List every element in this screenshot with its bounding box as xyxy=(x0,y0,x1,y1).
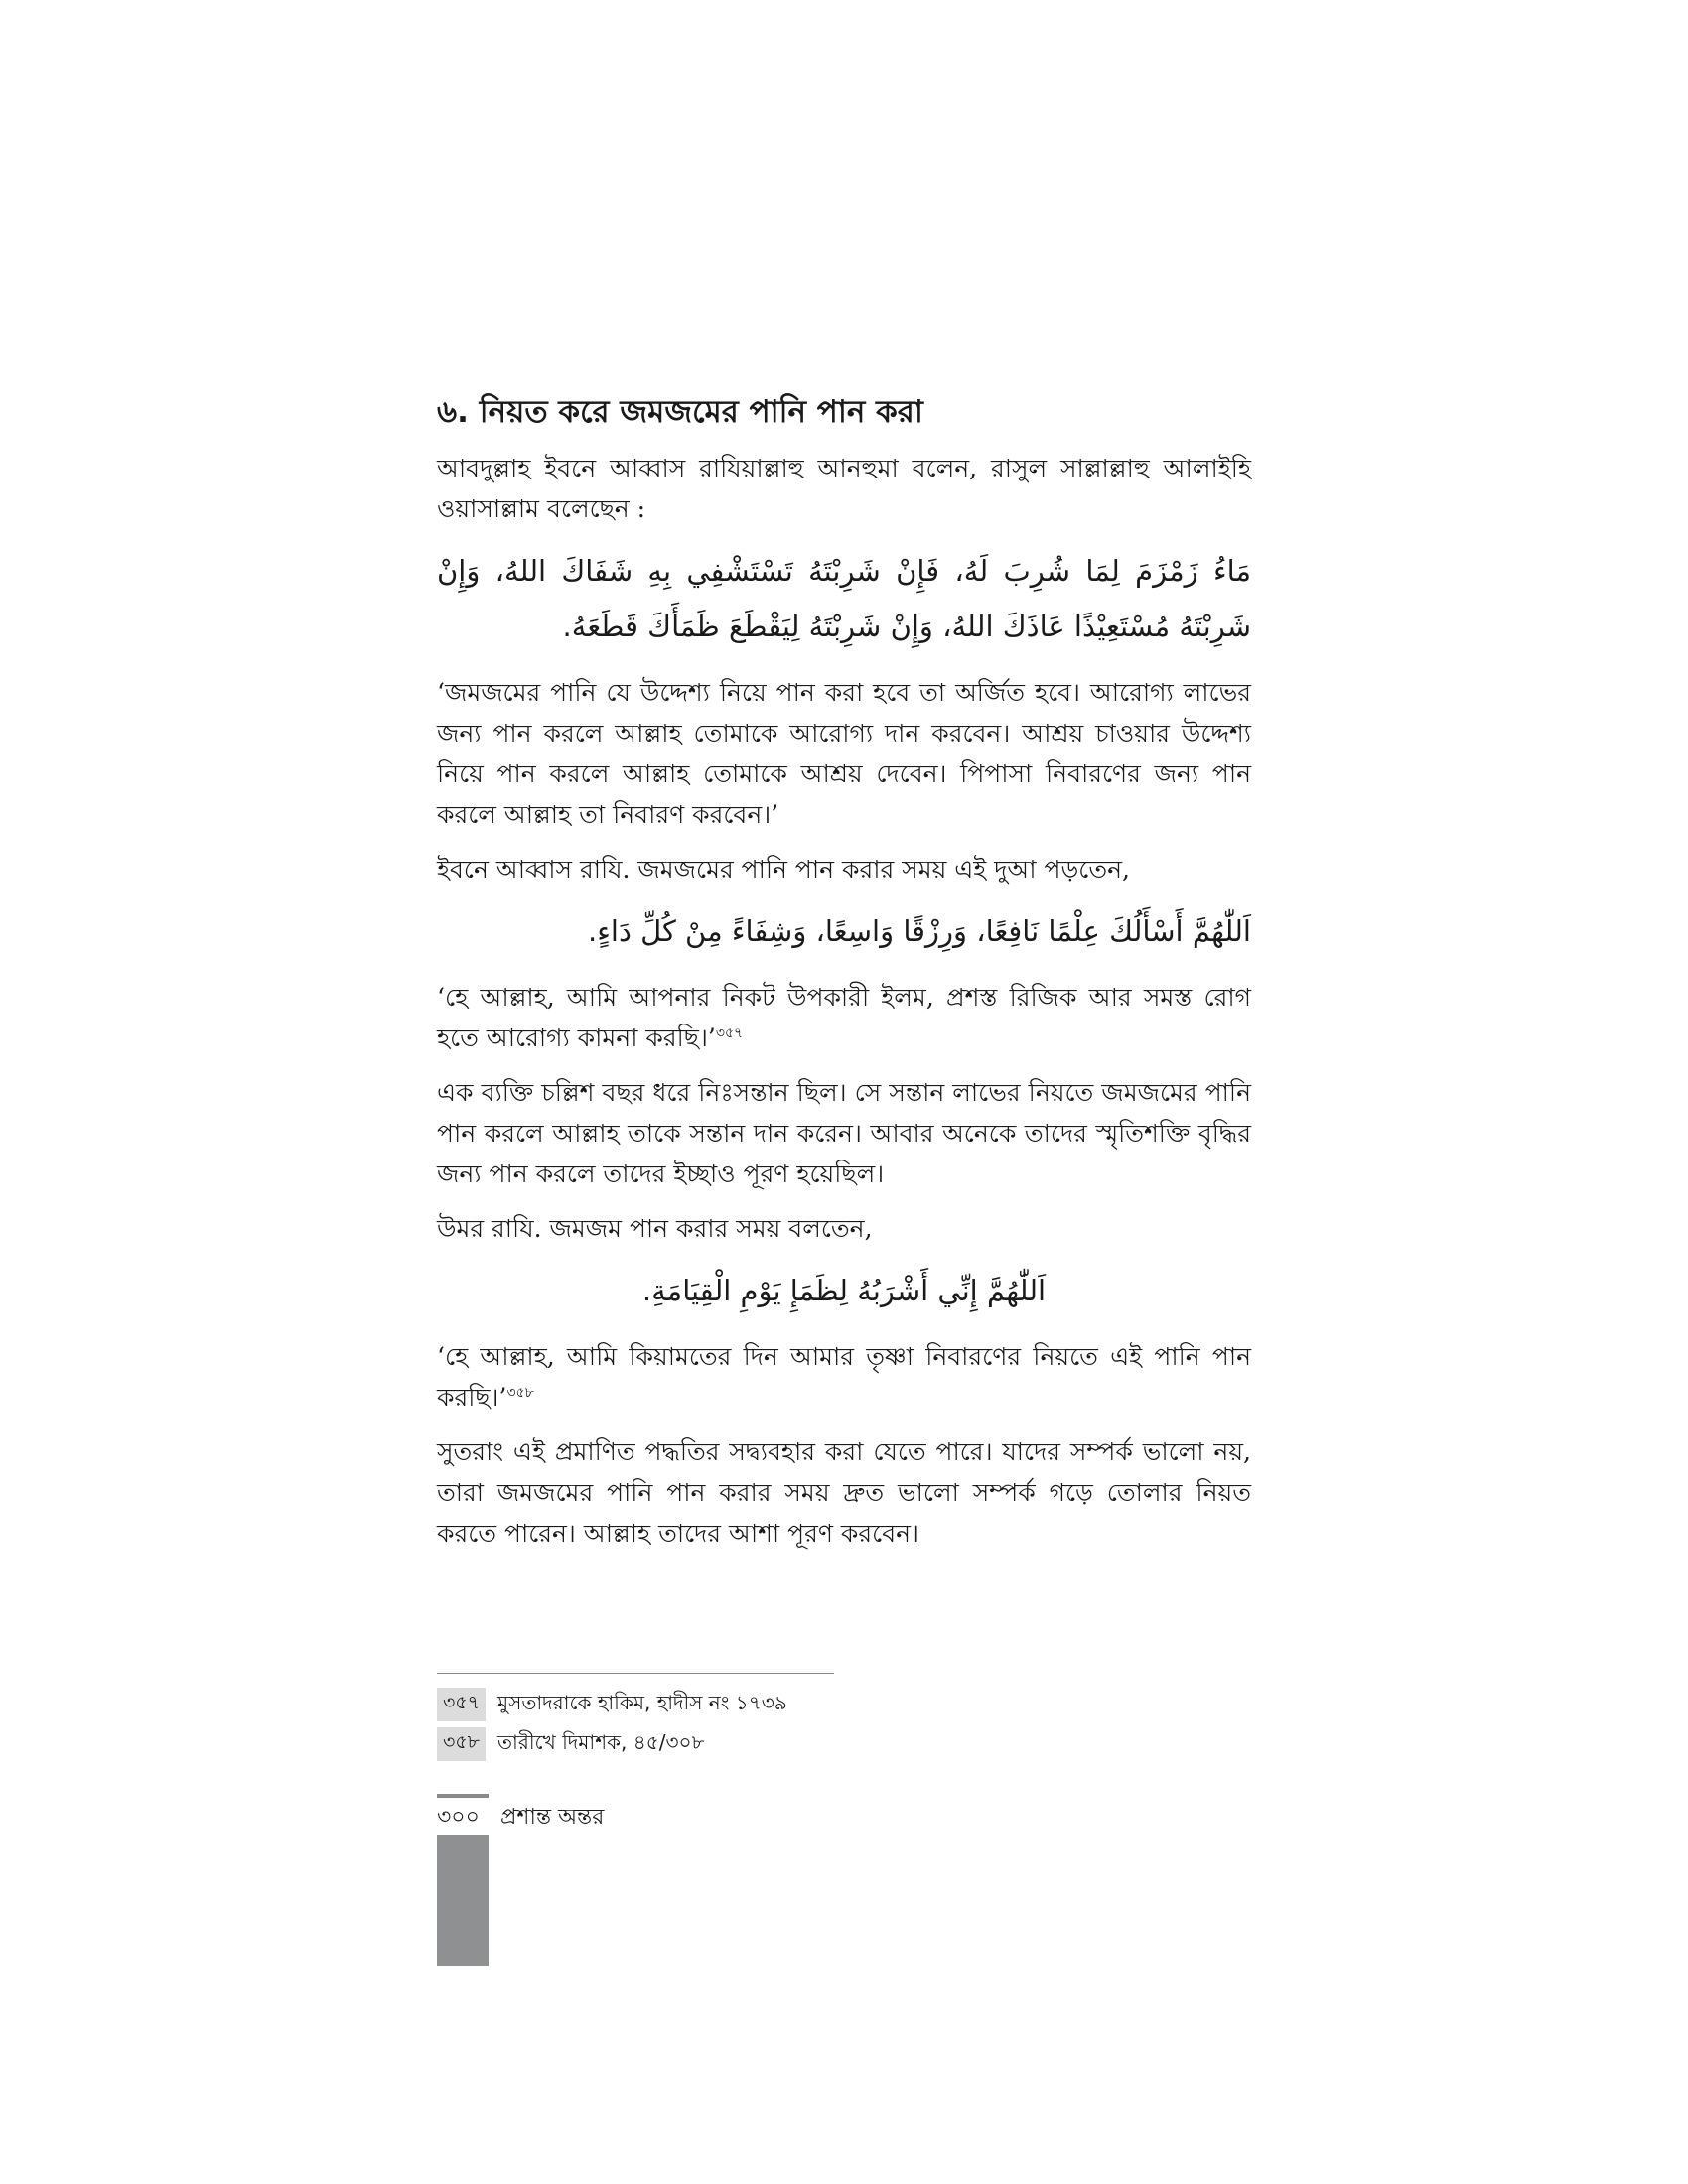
story-paragraph: এক ব্যক্তি চল্লিশ বছর ধরে নিঃসন্তান ছিল। সে সন্তান লাভের নিয়তে জমজমের পানি পান করলে আল্লাহ তাকে সন্তান দান করেন। আবার অনেকে তাদের স্মৃতিশক্তি বৃদ্ধির জন্য পান করলে তাদের ইচ্ছাও পূরণ হয়েছিল। xyxy=(437,1078,1251,1188)
footnote-item xyxy=(437,1688,1251,1721)
dua-2-translation xyxy=(437,1336,1251,1418)
footnote-divider xyxy=(437,1673,834,1674)
arabic-hadith: مَاءُ زَمْزَمَ لِمَا شُرِبَ لَهُ، فَإِنْ شَرِبْتَهُ تَسْتَشْفِي بِهِ شَفَاكَ اللهُ، وَإِنْ شَرِبْتَهُ مُسْتَعِيْذًا عَاذَكَ اللهُ، وَإِنْ شَرِبْتَهُ لِيَقْطَعَ ظَمَأَكَ قَطَعَهُ. xyxy=(437,554,1251,643)
footnotes xyxy=(437,1688,1251,1767)
footnote-text: তারীখে দিমাশক, ৪৫/৩০৮ xyxy=(497,1729,705,1754)
ibn-abbas-intro: ইবনে আব্বাস রাযি. জমজমের পানি পান করার সময় এই দুআ পড়তেন, xyxy=(437,855,1130,884)
footnote-text: মুসতাদরাকে হাকিম, হাদীস নং ১৭৩৯ xyxy=(497,1690,787,1714)
footer-accent-line xyxy=(437,1794,489,1798)
section-heading: ৬. নিয়ত করে জমজমের পানি পান করা xyxy=(437,394,923,430)
page-content xyxy=(437,392,1251,1568)
page-footer xyxy=(437,1800,604,1837)
hadith-intro: আবদুল্লাহ ইবনে আব্বাস রাযিয়াল্লাহু আনহুমা বলেন, রাসুল সাল্লাল্লাহু আলাইহি ওয়াসাল্লাম বলেছেন : xyxy=(437,454,1251,523)
page-number: ৩০০ xyxy=(437,1805,480,1830)
book-title: প্রশান্ত অন্তর xyxy=(500,1805,605,1830)
dua-1-translation xyxy=(437,977,1251,1058)
footnote-number: ৩৫৭ xyxy=(437,1688,486,1721)
conclusion-paragraph: সুতরাং এই প্রমাণিত পদ্ধতির সদ্ব্যবহার করা যেতে পারে। যাদের সম্পর্ক ভালো নয়, তারা জমজমের পানি পান করার সময় দ্রুত ভালো সম্পর্ক গড়ে তোলার নিয়ত করতে পারেন। আল্লাহ তাদের আশা পূরণ করবেন। xyxy=(437,1437,1251,1548)
umar-intro: উমর রাযি. জমজম পান করার সময় বলতেন, xyxy=(437,1214,873,1243)
dua-1-translation-text: ‘হে আল্লাহ, আমি আপনার নিকট উপকারী ইলম, প্রশস্ত রিজিক আর সমস্ত রোগ হতে আরোগ্য কামনা করছি।’ xyxy=(437,983,1251,1052)
arabic-dua-1: اَللّٰهُمَّ أَسْأَلُكَ عِلْمًا نَافِعًا، وَرِزْقًا وَاسِعًا، وَشِفَاءً مِنْ كُلِّ دَاءٍ. xyxy=(588,914,1251,948)
footnote-item xyxy=(437,1727,1251,1761)
footnote-ref-357[interactable]: ৩৫৭ xyxy=(715,1025,744,1041)
footnote-number: ৩৫৮ xyxy=(437,1727,486,1761)
dua-2-translation-text: ‘হে আল্লাহ, আমি কিয়ামতের দিন আমার তৃষ্ণা নিবারণের নিয়তে এই পানি পান করছি।’ xyxy=(437,1342,1251,1412)
margin-tab-bar xyxy=(437,1835,489,1966)
footnote-ref-358[interactable]: ৩৫৮ xyxy=(506,1385,534,1401)
hadith-translation: ‘জমজমের পানি যে উদ্দেশ্য নিয়ে পান করা হবে তা অর্জিত হবে। আরোগ্য লাভের জন্য পান করলে আল্লাহ তোমাকে আরোগ্য দান করবেন। আশ্রয় চাওয়ার উদ্দেশ্য নিয়ে পান করলে আল্লাহ তোমাকে আশ্রয় দেবেন। পিপাসা নিবারণের জন্য পান করলে আল্লাহ তা নিবারণ করবেন।’ xyxy=(437,678,1251,829)
arabic-dua-2: اَللّٰهُمَّ إِنِّي أَشْرَبُهُ لِظَمَإِ يَوْمِ الْقِيَامَةِ. xyxy=(641,1274,1047,1307)
